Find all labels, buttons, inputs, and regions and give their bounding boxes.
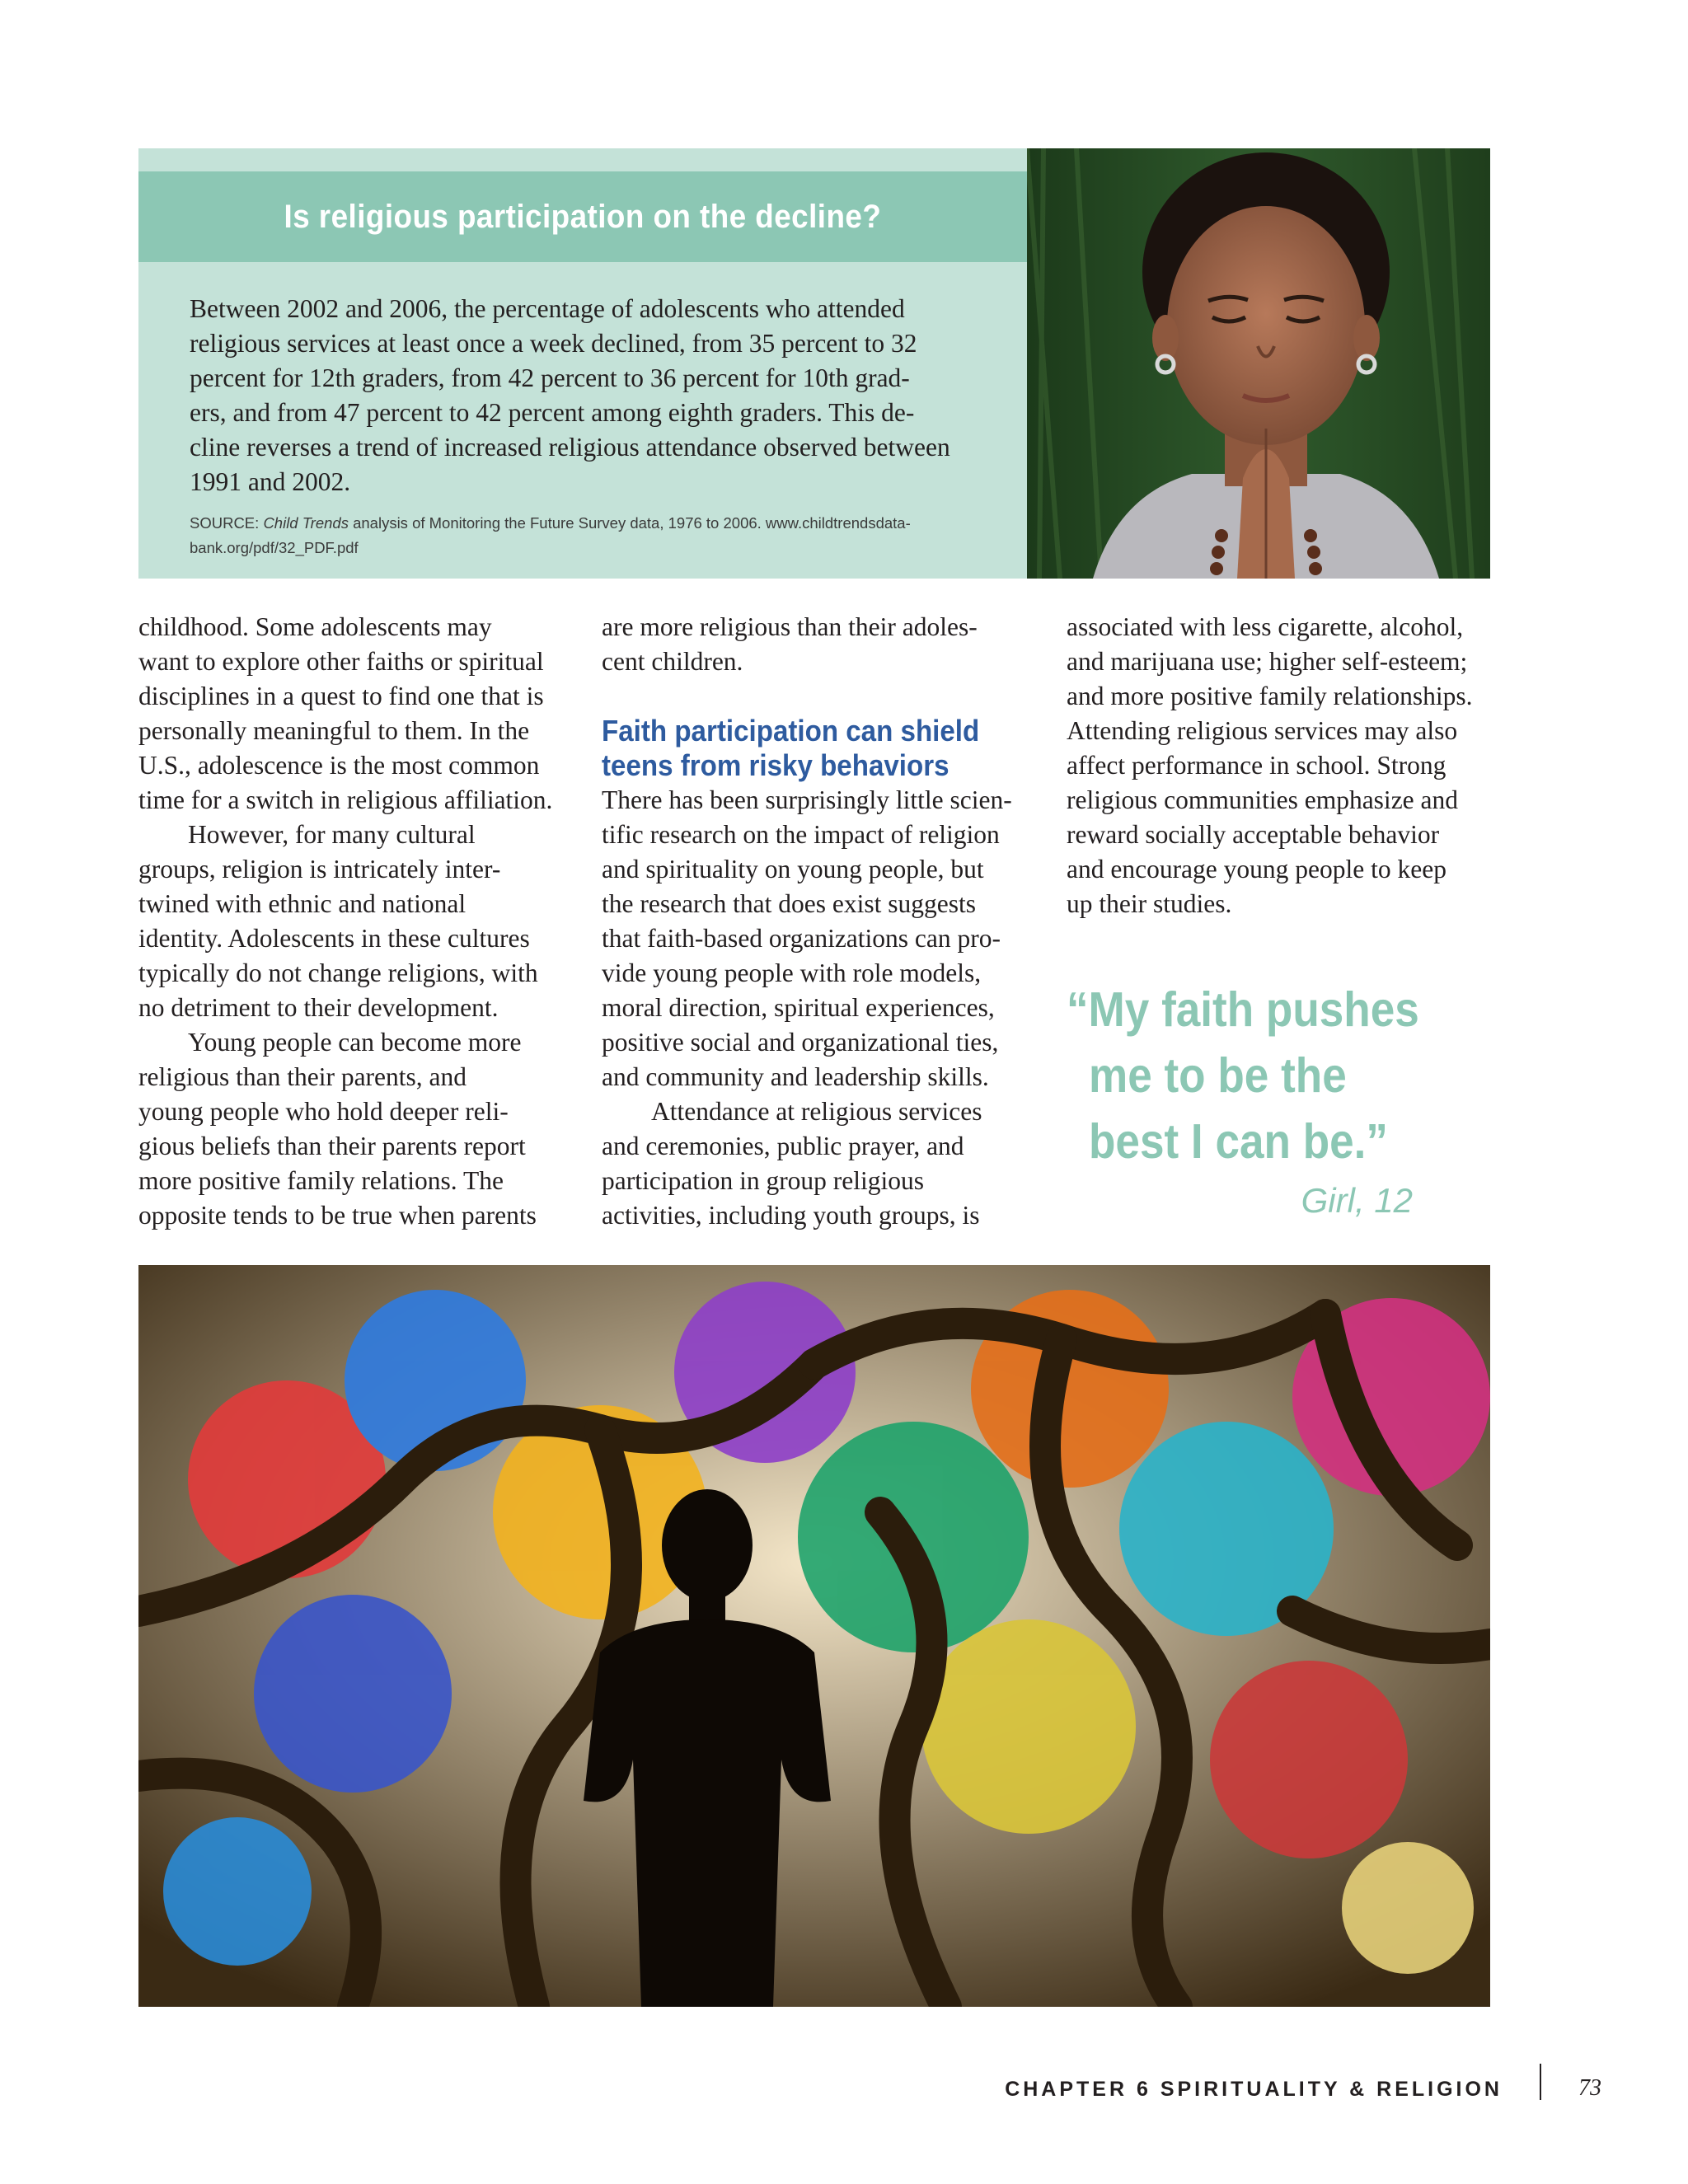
sidebar-source <box>190 511 981 560</box>
text-line: more positive family relations. The <box>138 1166 504 1195</box>
text-line: However, for many cultural <box>188 820 476 849</box>
sidebar-box <box>138 148 1027 579</box>
text-line: and more positive family relationships. <box>1067 682 1473 710</box>
text-line: Attending religious services may also <box>1067 716 1458 745</box>
text-line: tific research on the impact of religion <box>602 820 1000 849</box>
subhead-line: teens from risky behaviors <box>602 748 950 782</box>
text-line: and spirituality on young people, but <box>602 855 984 883</box>
paragraph <box>1067 610 1495 921</box>
sidebar-title-bar <box>138 171 1027 262</box>
text-line: the research that does exist suggests <box>602 889 976 918</box>
text-line: U.S., adolescence is the most common <box>138 751 540 780</box>
text-line: and community and leadership skills. <box>602 1062 989 1091</box>
sidebar-body <box>190 292 981 499</box>
text-line: groups, religion is intricately inter- <box>138 855 501 883</box>
body-column-1 <box>138 610 567 1233</box>
text-line: Young people can become more <box>188 1028 522 1057</box>
pull-quote <box>1067 977 1421 1228</box>
text-line: and encourage young people to keep <box>1067 855 1447 883</box>
text-line: There has been surprisingly little scien- <box>602 785 1012 814</box>
source-publication: Child Trends <box>263 514 349 532</box>
text-line: cent children. <box>602 647 743 676</box>
text-line: time for a switch in religious affiliation. <box>138 785 553 814</box>
sidebar-line: 1991 and 2002. <box>190 467 351 496</box>
paragraph <box>602 1094 1030 1233</box>
footer-divider <box>1540 2064 1541 2100</box>
sidebar-line: cline reverses a trend of increased religious attendance observed between <box>190 433 950 462</box>
text-line: associated with less cigarette, alcohol, <box>1067 612 1464 641</box>
paragraph <box>138 1025 567 1233</box>
paragraph <box>602 783 1030 1094</box>
source-link: bank.org/pdf/32_PDF.pdf <box>190 539 359 556</box>
photo-stained-glass <box>138 1265 1490 2007</box>
praying-girl-illustration <box>1027 148 1490 579</box>
section-subhead <box>602 714 996 783</box>
sidebar-line: religious services at least once a week declined, from 35 percent to 32 <box>190 329 917 358</box>
text-line: gious beliefs than their parents report <box>138 1132 526 1160</box>
paragraph <box>138 818 567 1025</box>
text-line: young people who hold deeper reli- <box>138 1097 509 1126</box>
sidebar-top-band <box>138 148 1027 171</box>
photo-praying-girl <box>1027 148 1490 579</box>
text-line: opposite tends to be true when parents <box>138 1201 537 1230</box>
text-line: religious communities emphasize and <box>1067 785 1459 814</box>
sidebar-line: percent for 12th graders, from 42 percent to 36 percent for 10th grad- <box>190 363 910 392</box>
text-line: disciplines in a quest to find one that is <box>138 682 544 710</box>
text-line: that faith-based organizations can pro- <box>602 924 1001 953</box>
text-line: typically do not change religions, with <box>138 958 538 987</box>
text-line: identity. Adolescents in these cultures <box>138 924 530 953</box>
text-line: no detriment to their development. <box>138 993 499 1022</box>
text-line: activities, including youth groups, is <box>602 1201 980 1230</box>
text-line: religious than their parents, and <box>138 1062 467 1091</box>
paragraph <box>138 610 567 818</box>
body-column-3 <box>1067 610 1495 921</box>
quote-line: “My faith pushes <box>1067 982 1419 1037</box>
footer-chapter-title: CHAPTER 6 SPIRITUALITY & RELIGION <box>1005 2078 1503 2101</box>
sidebar-line: Between 2002 and 2006, the percentage of adolescents who attended <box>190 294 905 323</box>
text-line: reward socially acceptable behavior <box>1067 820 1440 849</box>
text-line: vide young people with role models, <box>602 958 982 987</box>
text-line: personally meaningful to them. In the <box>138 716 530 745</box>
stained-glass-illustration <box>138 1265 1490 2007</box>
quote-attribution: Girl, 12 <box>1301 1181 1413 1220</box>
quote-line: me to be the <box>1089 1048 1347 1103</box>
text-line: up their studies. <box>1067 889 1232 918</box>
body-column-2 <box>602 610 1030 1233</box>
quote-line: best I can be.” <box>1089 1114 1388 1169</box>
sidebar-line: ers, and from 47 percent to 42 percent among eighth graders. This de- <box>190 398 915 427</box>
text-line: moral direction, spiritual experiences, <box>602 993 995 1022</box>
text-line: twined with ethnic and national <box>138 889 467 918</box>
source-text: analysis of Monitoring the Future Survey data, 1976 to 2006. www.childtrendsdata- <box>348 514 911 532</box>
text-line: participation in group religious <box>602 1166 925 1195</box>
page-number: 73 <box>1578 2075 1601 2101</box>
text-line: positive social and organizational ties, <box>602 1028 999 1057</box>
pull-quote-text <box>1067 977 1419 1174</box>
subhead-line: Faith participation can shield <box>602 714 980 748</box>
text-line: childhood. Some adolescents may <box>138 612 492 641</box>
sidebar-title: Is religious participation on the decline? <box>284 198 882 235</box>
source-label: SOURCE: <box>190 514 264 532</box>
text-line: Attendance at religious services <box>651 1097 982 1126</box>
text-line: affect performance in school. Strong <box>1067 751 1447 780</box>
text-line: and ceremonies, public prayer, and <box>602 1132 964 1160</box>
paragraph <box>602 610 1030 679</box>
text-line: are more religious than their adoles- <box>602 612 978 641</box>
text-line: and marijuana use; higher self-esteem; <box>1067 647 1468 676</box>
text-line: want to explore other faiths or spiritual <box>138 647 544 676</box>
